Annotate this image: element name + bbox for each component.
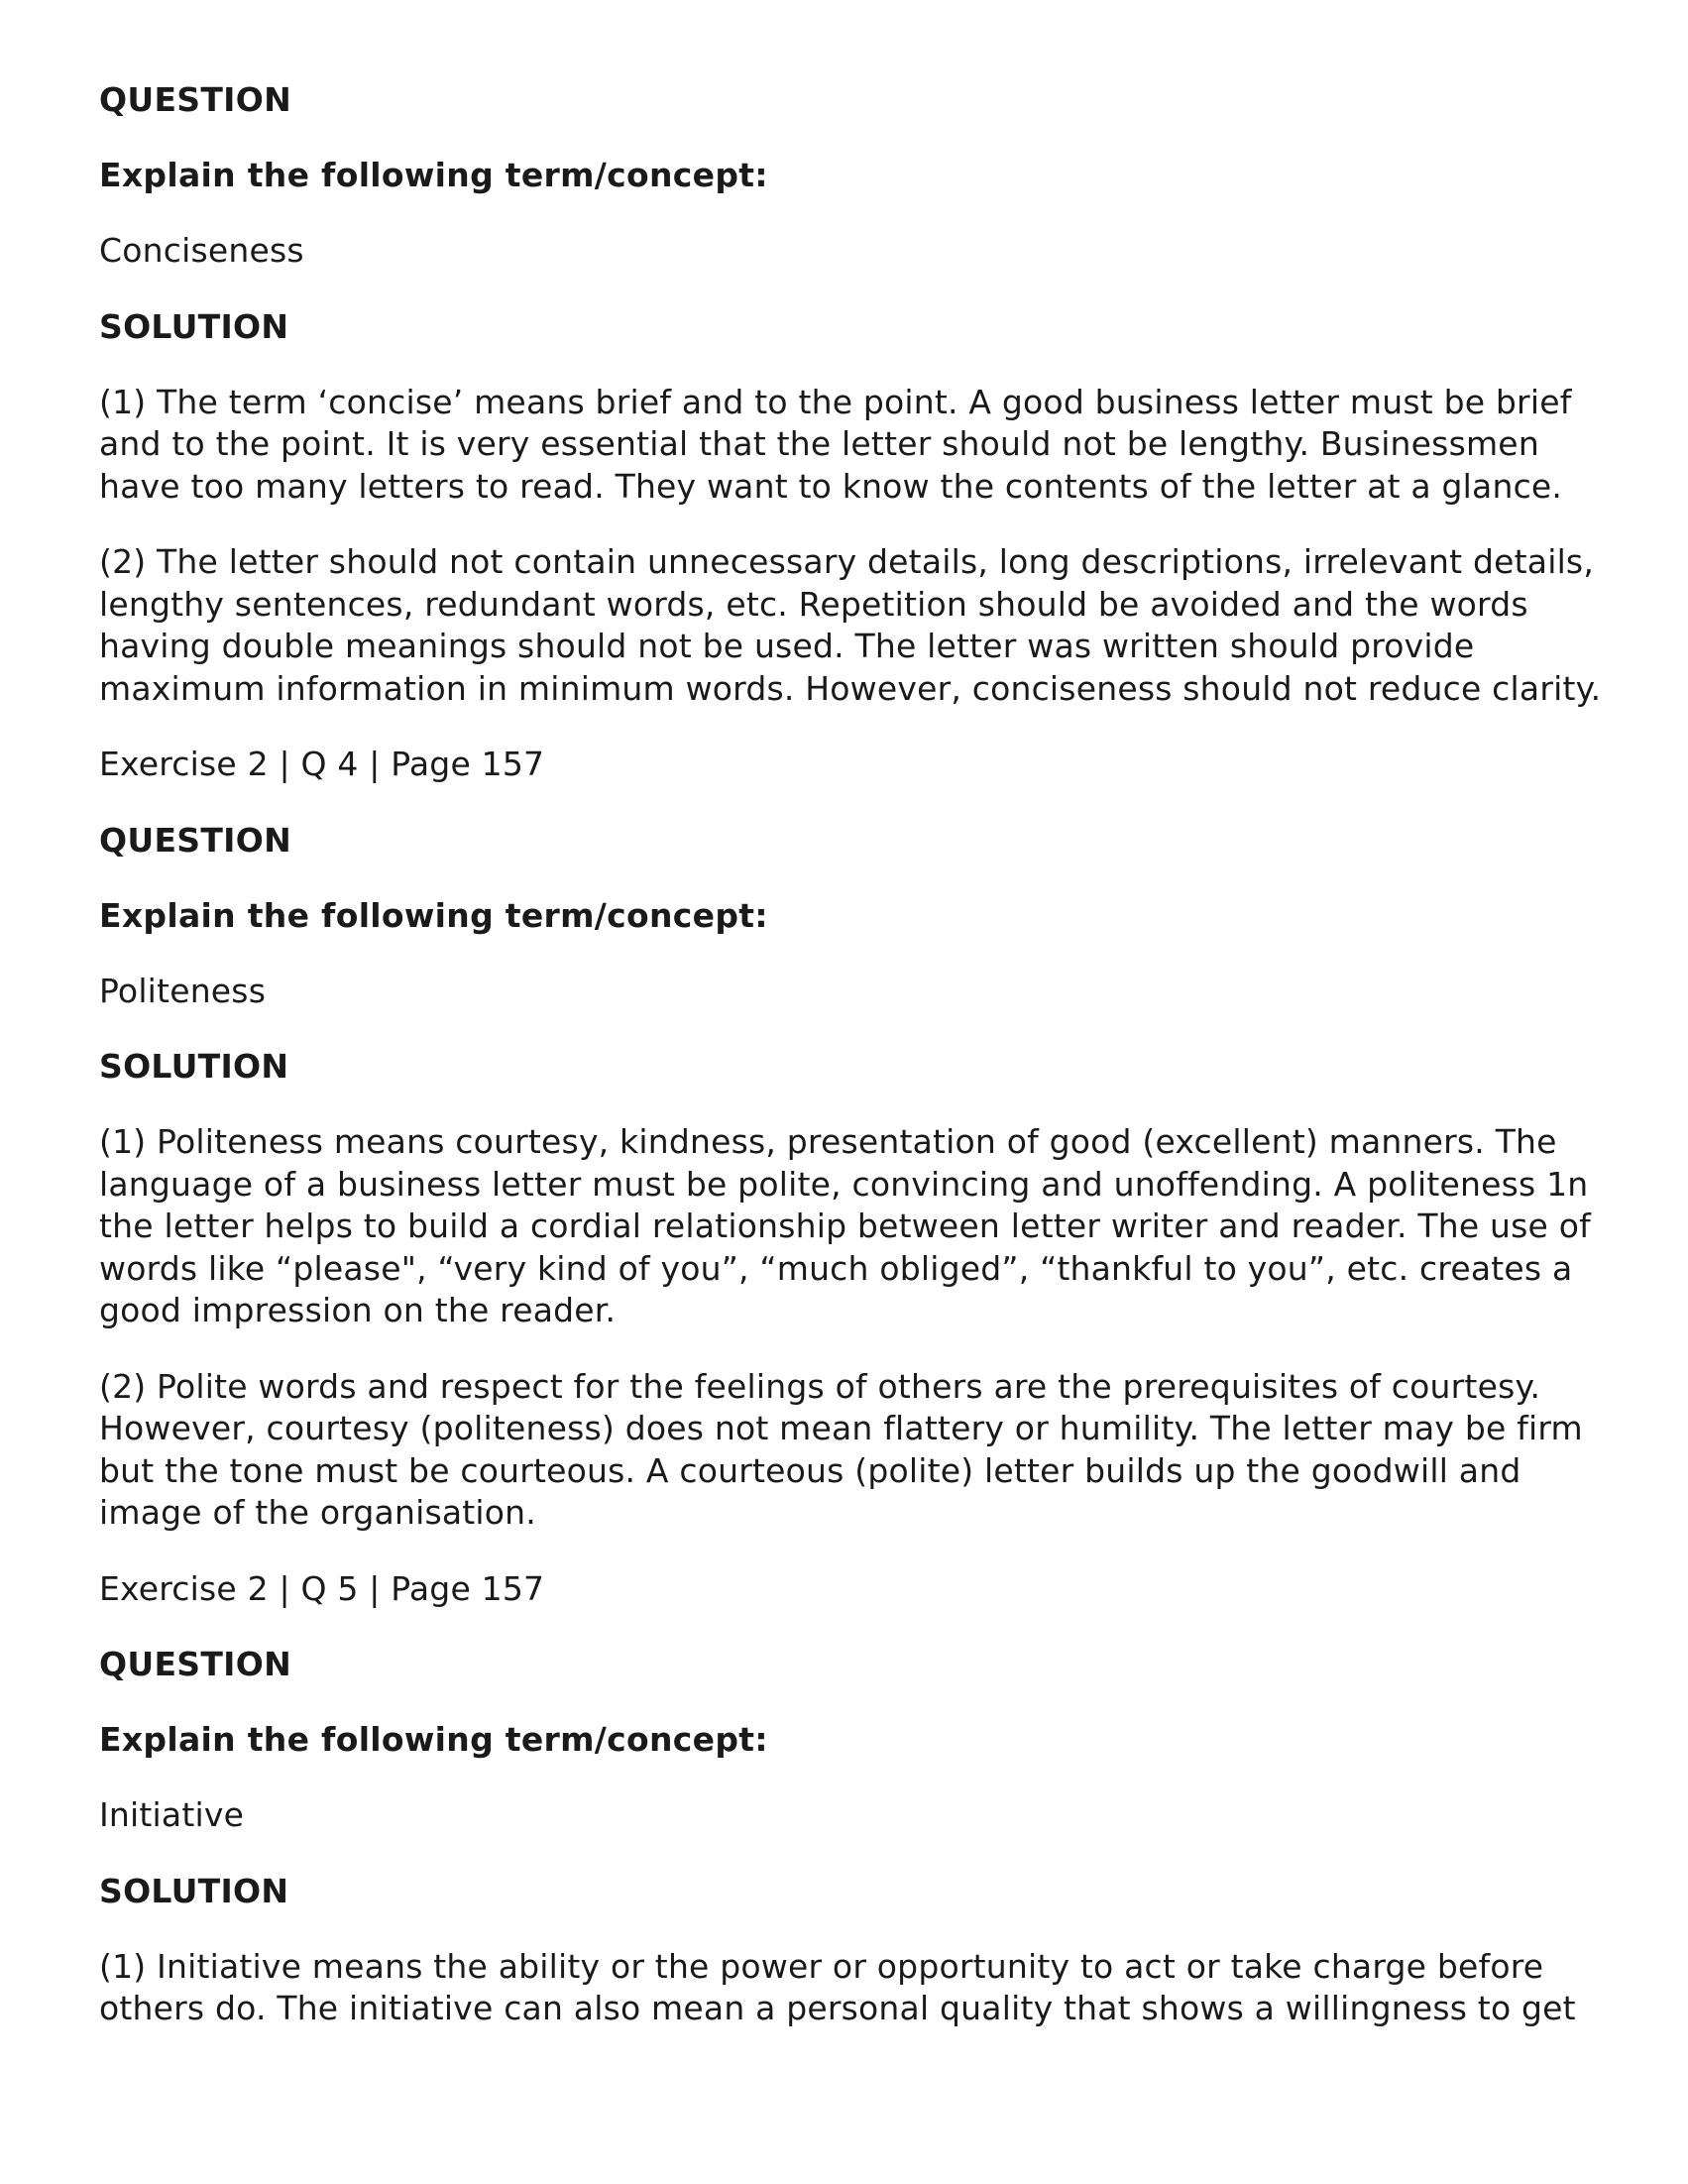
solution-paragraph: (2) The letter should not contain unnecessary details, long descriptions, irrelevant details, lengthy sentences, redundant words, etc. Repetition should be avoided and the words having double meanings should not be used. The letter was written should provide maximum information in minimum words. However, conciseness should not reduce clarity. bbox=[99, 542, 1602, 708]
question-label: QUESTION bbox=[99, 1645, 292, 1683]
qa-section-politeness bbox=[99, 820, 1606, 1611]
solution-label: SOLUTION bbox=[99, 1047, 289, 1086]
solution-paragraph: (2) Polite words and respect for the feelings of others are the prerequisites of courtesy. However, courtesy (politeness) does not mean flattery or humility. The letter may be firm but the tone must be courteous. A courteous (polite) letter builds up the goodwill and image of the organisation. bbox=[99, 1366, 1583, 1532]
exercise-reference: Exercise 2 | Q 5 | Page 157 bbox=[99, 1568, 545, 1608]
solution-paragraph: (1) The term ‘concise’ means brief and to the point. A good business letter must be brief and to the point. It is very essential that the letter should not be lengthy. Businessmen have too many letters to read. They want to know the contents of the letter at a glance. bbox=[99, 382, 1572, 506]
qa-section-conciseness bbox=[99, 79, 1606, 786]
exercise-reference: Exercise 2 | Q 4 | Page 157 bbox=[99, 745, 545, 783]
question-prompt: Explain the following term/concept: bbox=[99, 1720, 768, 1759]
solution-paragraph: (1) Politeness means courtesy, kindness, presentation of good (excellent) manners. The language of a business letter must be polite, convincing and unoffending. A politeness 1n the letter helps to build a cordial relationship between letter writer and reader. The use of words like “please", “very kind of you”, “much obliged”, “thankful to you”, etc. creates a good impression on the reader. bbox=[99, 1122, 1591, 1329]
question-label: QUESTION bbox=[99, 820, 292, 860]
question-prompt: Explain the following term/concept: bbox=[99, 156, 768, 194]
qa-section-initiative bbox=[99, 1644, 1606, 2030]
question-term: Politeness bbox=[99, 971, 267, 1010]
solution-label: SOLUTION bbox=[99, 306, 289, 346]
question-term: Conciseness bbox=[99, 231, 304, 270]
solution-label: SOLUTION bbox=[99, 1871, 289, 1910]
question-label: QUESTION bbox=[99, 80, 292, 119]
question-prompt: Explain the following term/concept: bbox=[99, 895, 768, 935]
solution-paragraph: (1) Initiative means the ability or the power or opportunity to act or take charge before others do. The initiative can also mean a personal quality that shows a willingness to get bbox=[99, 1946, 1576, 2027]
question-term: Initiative bbox=[99, 1795, 245, 1834]
document-page bbox=[99, 79, 1606, 2064]
